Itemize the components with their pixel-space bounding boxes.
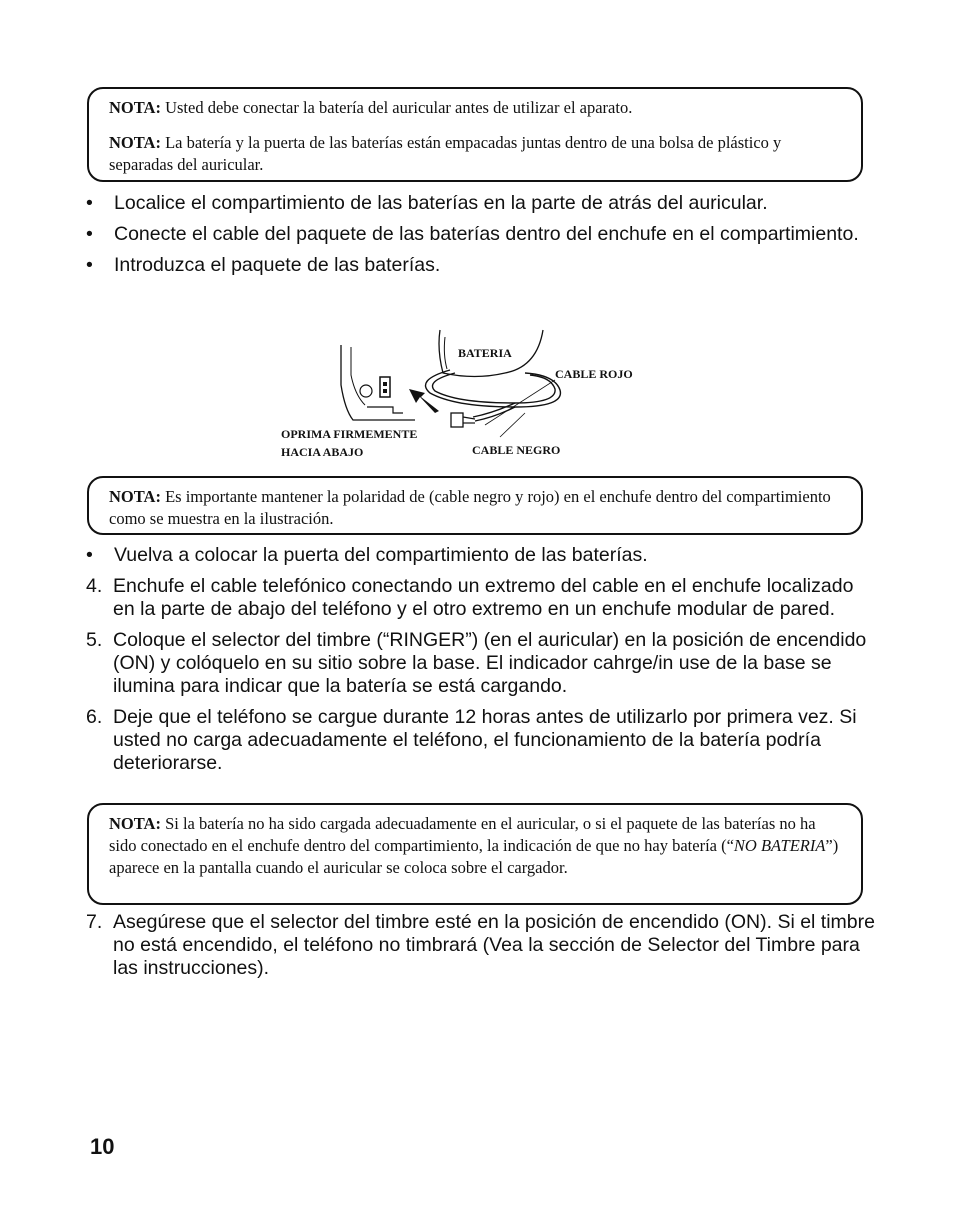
handset-outline	[341, 345, 415, 420]
list-item-text: Vuelva a colocar la puerta del compartimiento de las baterías.	[114, 544, 648, 566]
step-text: Asegúrese que el selector del timbre esté en la posición de encendido (ON). Si el timbre no está encendido, el teléfono no timbrará (Vea la sección de Selector del Timbre para las instrucciones).	[113, 911, 875, 979]
list-item	[86, 223, 876, 246]
list-item	[86, 254, 876, 277]
black-cable-leader	[500, 413, 525, 437]
instruction-step-7	[86, 911, 876, 980]
instruction-bullets-top	[86, 192, 876, 277]
note-text: Usted debe conectar la batería del auricular antes de utilizar el aparato.	[160, 98, 633, 117]
note-label: NOTA:	[109, 98, 161, 117]
note-label: NOTA:	[109, 487, 161, 506]
step-text: Enchufe el cable telefónico conectando un extremo del cable en el enchufe localizado en la parte de abajo del teléfono y el otro extremo en un enchufe modular de pared.	[113, 575, 854, 620]
note-polarity	[109, 486, 847, 530]
step-number: 4.	[86, 575, 103, 597]
note-connect-battery	[109, 97, 847, 119]
note-text: La batería y la puerta de las baterías están empacadas juntas dentro de una bolsa de plástico y separadas del auricular.	[109, 133, 782, 174]
step-number: 5.	[86, 629, 103, 651]
bullet-icon: •	[86, 192, 93, 214]
instruction-steps	[86, 544, 876, 775]
compartment-hole-icon	[360, 385, 372, 397]
red-cable-label: CABLE ROJO	[555, 367, 633, 381]
note-box-battery	[87, 87, 863, 182]
numbered-step	[86, 629, 876, 698]
cable-plug-icon	[451, 413, 463, 427]
note-text: ”) aparece en la pantalla cuando el auricular se coloca sobre el cargador.	[109, 836, 839, 877]
numbered-step	[86, 911, 876, 980]
step-text: Coloque el selector del timbre (“RINGER”) (en el auricular) en la posición de encendido (ON) y colóquelo en su sitio sobre la base. El indicador cahrge/in use de la base se ilumina para indicar que la batería se está cargando.	[113, 629, 867, 697]
note-battery-packaging	[109, 132, 847, 176]
black-cable-line	[433, 373, 556, 403]
note-no-battery	[109, 813, 847, 879]
bullet-icon: •	[86, 223, 93, 245]
note-label: NOTA:	[109, 814, 161, 833]
list-item-text: Localice el compartimiento de las baterías en la parte de atrás del auricular.	[114, 192, 768, 214]
note-text: Si la batería no ha sido cargada adecuadamente en el auricular, o si el paquete de las baterías no ha sido conectado en el enchufe dentro del compartimiento, la indicación de que no hay batería (“	[109, 814, 816, 855]
bullet-icon: •	[86, 544, 93, 566]
step-text: Deje que el teléfono se cargue durante 12 horas antes de utilizarlo por primera vez. Si usted no carga adecuadamente el teléfono, el funcionamiento de la batería podría deteriorarse.	[113, 706, 857, 774]
page-number: 10	[90, 1134, 115, 1159]
step-number: 7.	[86, 911, 103, 933]
list-item	[86, 544, 876, 567]
note-label: NOTA:	[109, 133, 161, 152]
bullet-icon: •	[86, 254, 93, 276]
note-box-no-battery	[87, 803, 863, 905]
black-cable-label: CABLE NEGRO	[472, 443, 561, 457]
note-text: Es importante mantener la polaridad de (cable negro y rojo) en el enchufe dentro del compartimiento como se muestra en la ilustración.	[109, 487, 831, 528]
press-down-label: HACIA ABAJO	[281, 445, 364, 459]
press-firmly-label: OPRIMA FIRMEMENTE	[281, 427, 418, 441]
push-down-arrow-icon	[409, 389, 439, 413]
note-box-polarity	[87, 476, 863, 535]
list-item-text: Conecte el cable del paquete de las baterías dentro del enchufe en el compartimiento.	[114, 223, 859, 245]
numbered-step	[86, 575, 876, 621]
battery-label: BATERIA	[458, 346, 512, 360]
numbered-step	[86, 706, 876, 775]
battery-jack-icon	[380, 377, 390, 397]
display-message: NO BATERIA	[733, 836, 826, 855]
battery-installation-diagram	[275, 325, 655, 465]
list-item-text: Introduzca el paquete de las baterías.	[114, 254, 441, 276]
list-item	[86, 192, 876, 215]
step-number: 6.	[86, 706, 103, 728]
